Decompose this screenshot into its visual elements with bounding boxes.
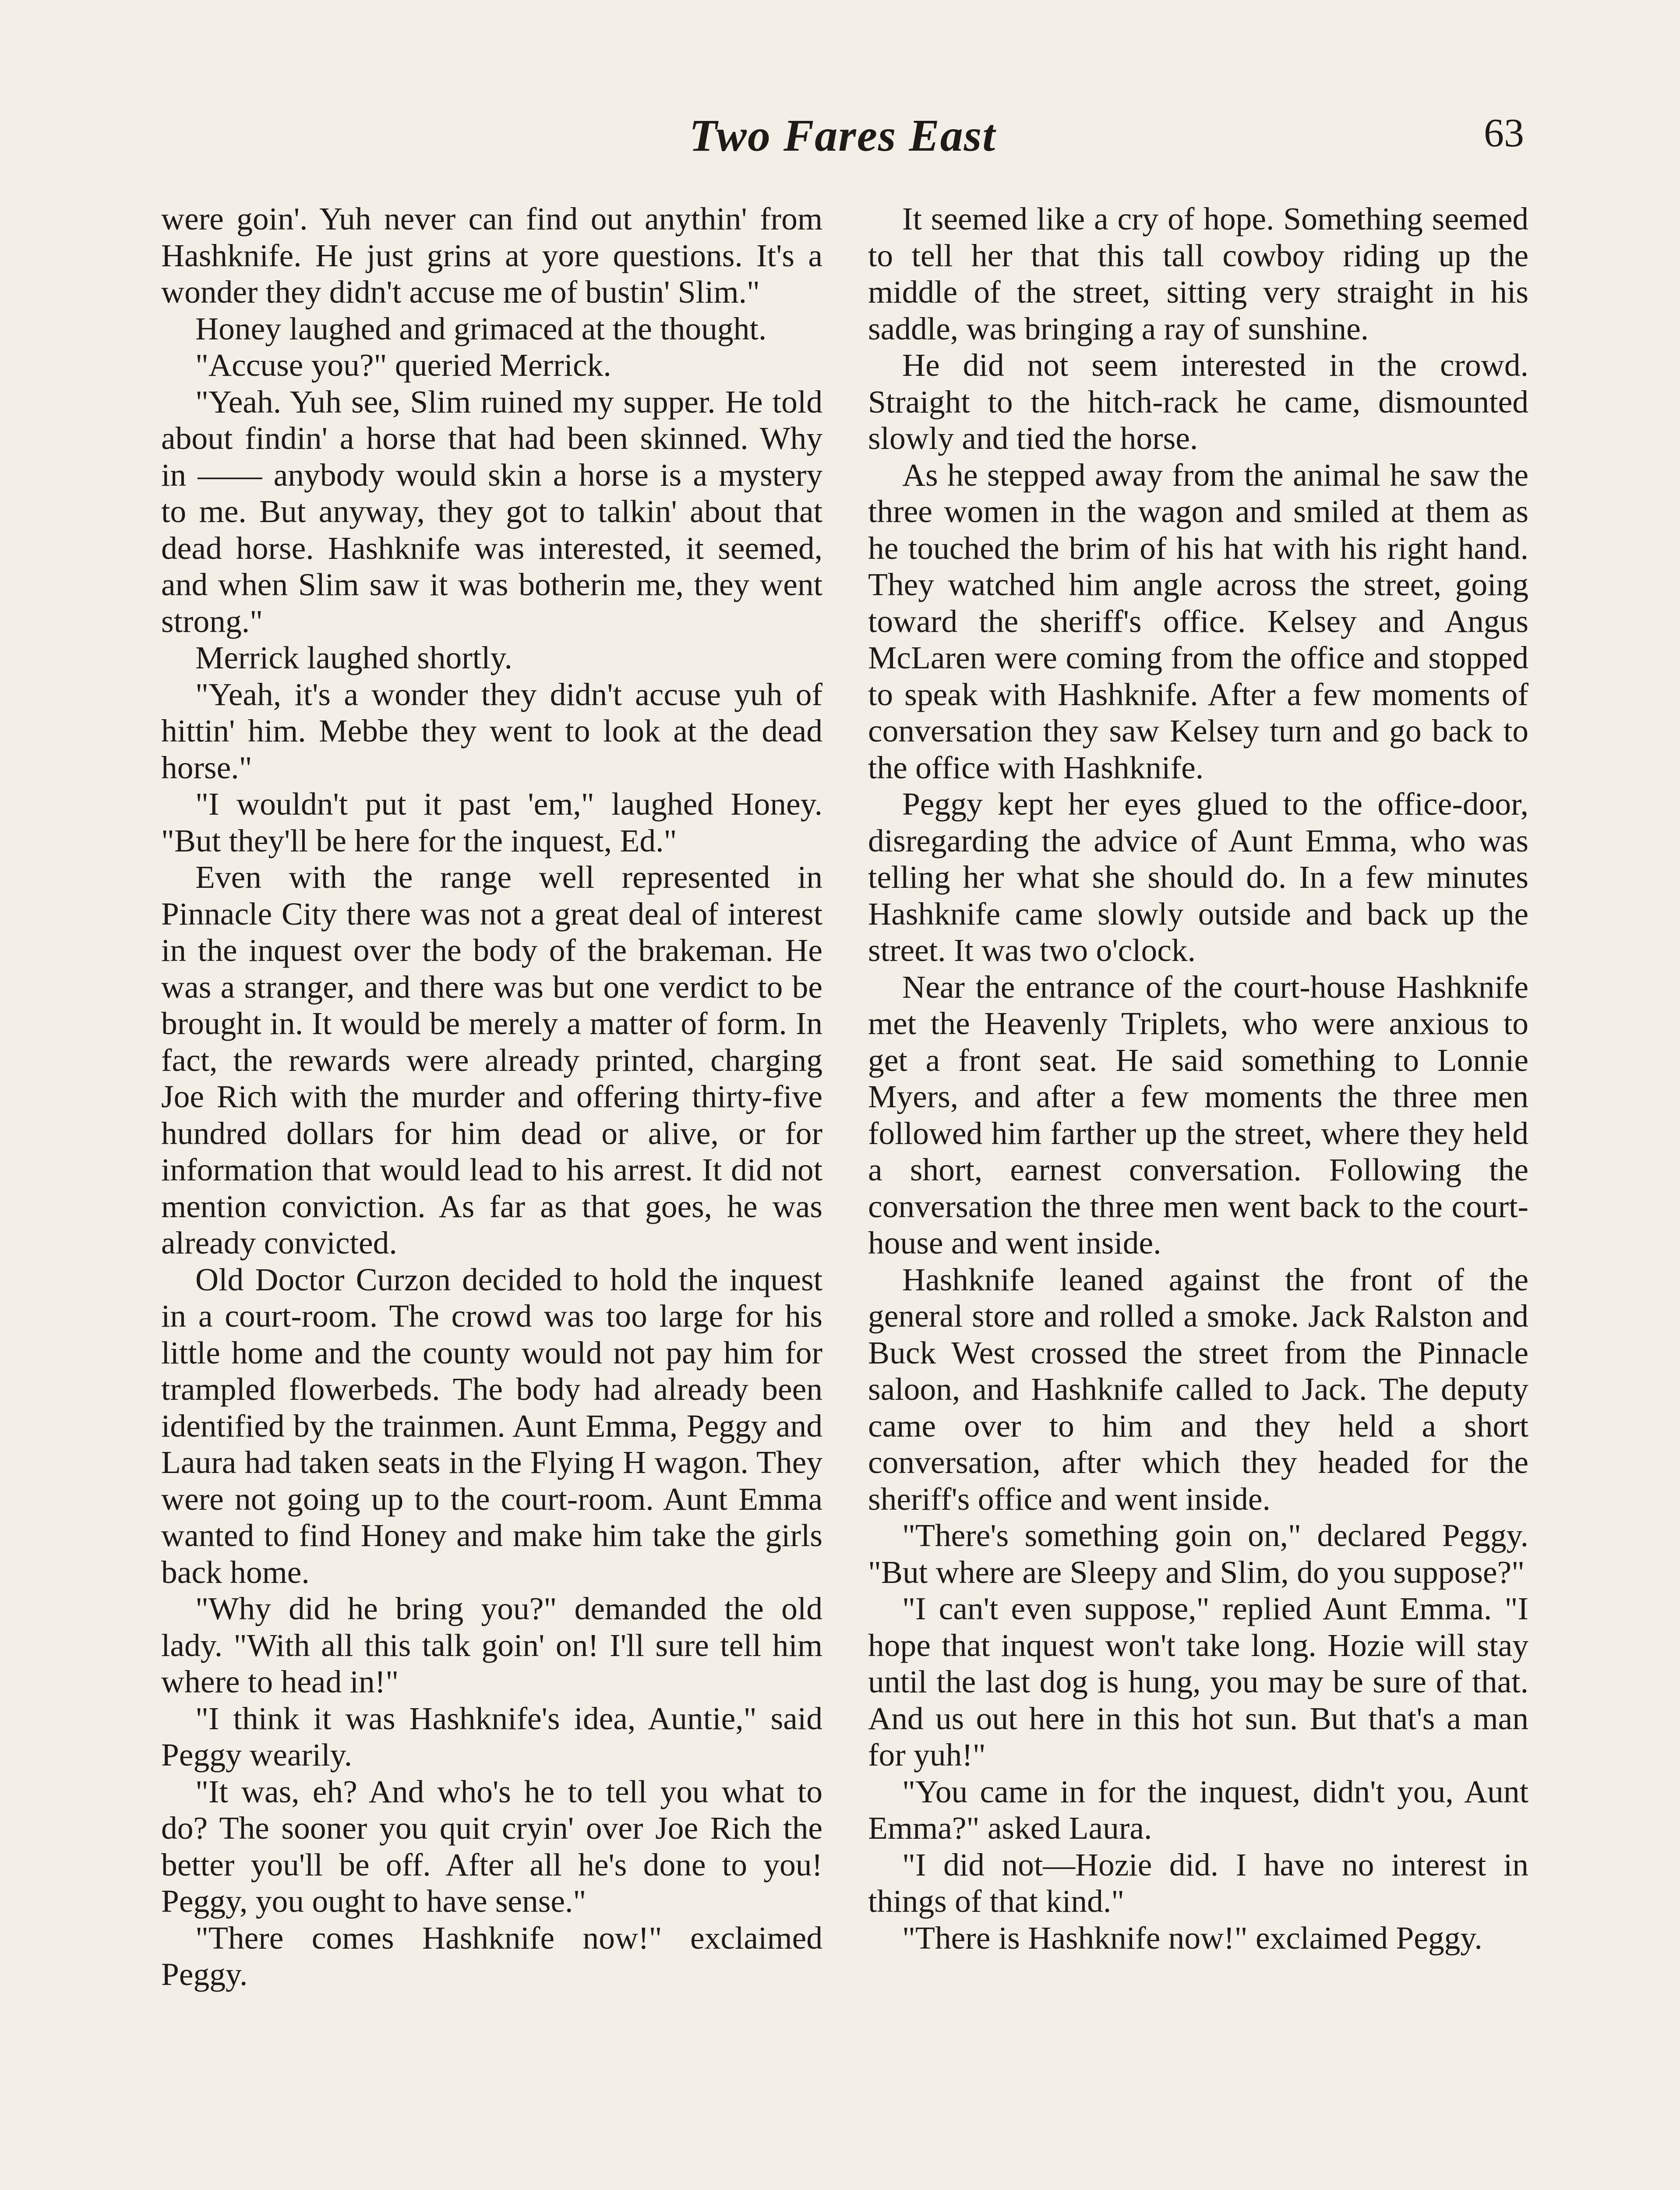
paragraph: "Yeah. Yuh see, Slim ruined my supper. He told about findin' a horse that had been skinned. Why in —— anybody would skin a horse is a mystery to me. But anyway, they got to talkin' about that dead horse. Hashknife was interested, it seemed, and when Slim saw it was botherin me, they went strong." bbox=[161, 384, 822, 639]
paragraph: "There is Hashknife now!" exclaimed Peggy. bbox=[902, 1920, 1482, 1956]
paragraph: As he stepped away from the animal he saw the three women in the wagon and smiled at them as he touched the brim of his hat with his right hand. They watched him angle across the street, going toward the sheriff's office. Kelsey and Angus McLaren were coming from the office and stopped to speak with Hashknife. After a few moments of conversation they saw Kelsey turn and go back to the office with Hashknife. bbox=[868, 457, 1528, 785]
paragraph: "There's something goin on," declared Peggy. "But where are Sleepy and Slim, do you suppose?" bbox=[868, 1518, 1528, 1590]
paragraph: Even with the range well represented in Pinnacle City there was not a great deal of interest in the inquest over the body of the brakeman. He was a stranger, and there was but one verdict to be brought in. It would be merely a matter of form. In fact, the rewards were already printed, charging Joe Rich with the murder and offering thirty-five hundred dollars for him dead or alive, or for information that would lead to his arrest. It did not mention conviction. As far as that goes, he was already convicted. bbox=[161, 859, 822, 1261]
paragraph: were goin'. Yuh never can find out anythin' from Hashknife. He just grins at yore questions. It's a wonder they didn't accuse me of bustin' Slim." bbox=[161, 201, 822, 310]
paragraph: It seemed like a cry of hope. Something seemed to tell her that this tall cowboy riding up the middle of the street, sitting very straight in his saddle, was bringing a ray of sunshine. bbox=[868, 201, 1528, 346]
paragraph: "Yeah, it's a wonder they didn't accuse yuh of hittin' him. Mebbe they went to look at the dead horse." bbox=[161, 676, 822, 785]
paragraph: "You came in for the inquest, didn't you, Aunt Emma?" asked Laura. bbox=[868, 1773, 1528, 1846]
paragraph: "There comes Hashknife now!" exclaimed Peggy. bbox=[161, 1920, 822, 1992]
paragraph: Near the entrance of the court-house Hashknife met the Heavenly Triplets, who were anxious to get a front seat. He said something to Lonnie Myers, and after a few moments the three men followed him farther up the street, where they held a short, earnest conversation. Following the conversation the three men went back to the court-house and went inside. bbox=[868, 969, 1528, 1261]
paragraph: "I think it was Hashknife's idea, Auntie," said Peggy wearily. bbox=[161, 1700, 822, 1773]
left-text-column bbox=[161, 201, 822, 1993]
paragraph: Hashknife leaned against the front of the general store and rolled a smoke. Jack Ralston and Buck West crossed the street from the Pinnacle saloon, and Hashknife called to Jack. The deputy came over to him and they held a short conversation, after which they headed for the sheriff's office and went inside. bbox=[868, 1261, 1528, 1517]
page-number: 63 bbox=[1484, 110, 1524, 155]
paragraph: He did not seem interested in the crowd. Straight to the hitch-rack he came, dismounted slowly and tied the horse. bbox=[868, 347, 1528, 456]
paragraph: Peggy kept her eyes glued to the office-door, disregarding the advice of Aunt Emma, who was telling her what she should do. In a few minutes Hashknife came slowly outside and back up the street. It was two o'clock. bbox=[868, 786, 1528, 968]
paragraph: Old Doctor Curzon decided to hold the inquest in a court-room. The crowd was too large for his little home and the county would not pay him for trampled flowerbeds. The body had already been identified by the trainmen. Aunt Emma, Peggy and Laura had taken seats in the Flying H wagon. They were not going up to the court-room. Aunt Emma wanted to find Honey and make him take the girls back home. bbox=[161, 1261, 822, 1590]
paragraph: "Accuse you?" queried Merrick. bbox=[195, 347, 611, 383]
right-text-column bbox=[868, 201, 1528, 1956]
paragraph: "It was, eh? And who's he to tell you what to do? The sooner you quit cryin' over Joe Rich the better you'll be off. After all he's done to you! Peggy, you ought to have sense." bbox=[161, 1773, 822, 1919]
paragraph: "I can't even suppose," replied Aunt Emma. "I hope that inquest won't take long. Hozie will stay until the last dog is hung, you may be sure of that. And us out here in this hot sun. But that's a man for yuh!" bbox=[868, 1591, 1528, 1773]
paragraph: "Why did he bring you?" demanded the old lady. "With all this talk goin' on! I'll sure tell him where to head in!" bbox=[161, 1591, 822, 1699]
paragraph: "I did not—Hozie did. I have no interest in things of that kind." bbox=[868, 1847, 1528, 1919]
page-header bbox=[161, 110, 1524, 171]
paragraph: Honey laughed and grimaced at the thought. bbox=[195, 311, 767, 346]
running-title: Two Fares East bbox=[689, 110, 996, 161]
paragraph: Merrick laughed shortly. bbox=[195, 640, 512, 675]
paragraph: "I wouldn't put it past 'em," laughed Honey. "But they'll be here for the inquest, Ed." bbox=[161, 786, 822, 858]
